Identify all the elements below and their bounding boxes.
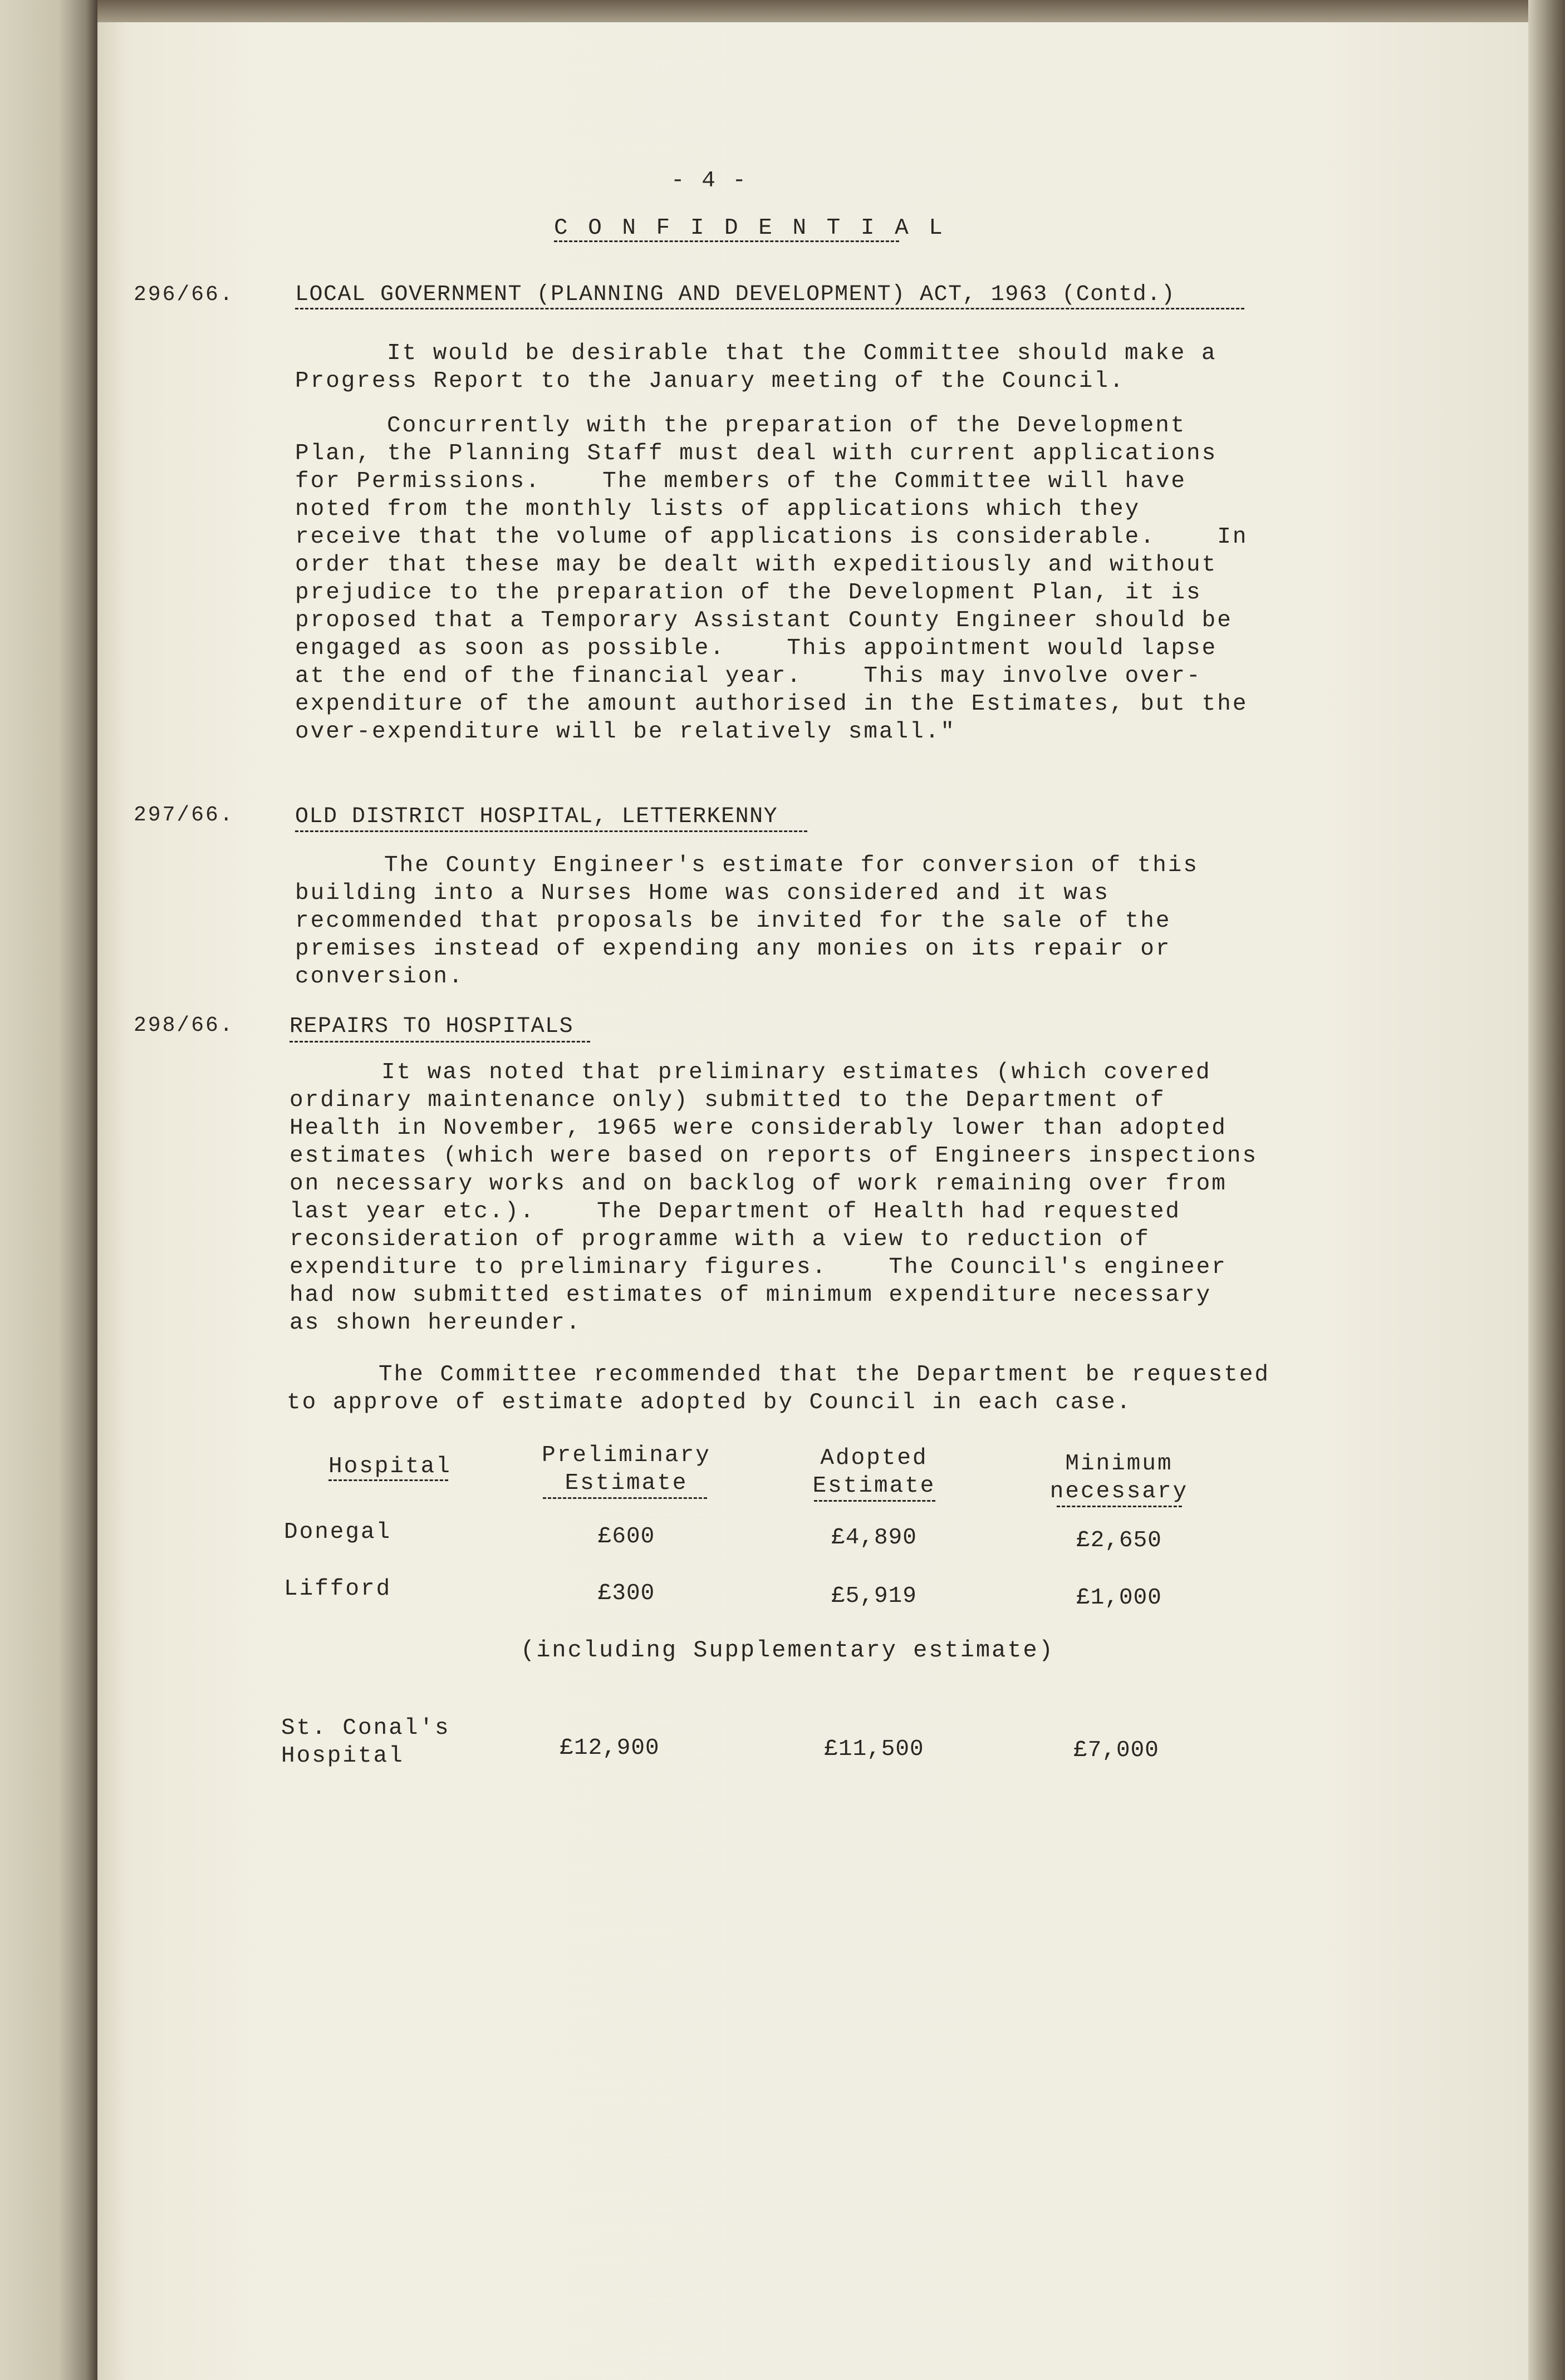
column-header-hospital: Hospital bbox=[328, 1454, 452, 1479]
text-line: It was noted that preliminary estimates (which covered bbox=[381, 1060, 1211, 1085]
text-line: expenditure of the amount authorised in the Estimates, but the bbox=[295, 691, 1248, 717]
section-number-298: 298/66. bbox=[134, 1014, 234, 1037]
text-line: recommended that proposals be invited for the sale of the bbox=[295, 908, 1171, 934]
page-right-edge bbox=[1528, 0, 1565, 2380]
text-line: engaged as soon as possible. This appointment would lapse bbox=[295, 636, 1218, 661]
cell-preliminary: £600 bbox=[597, 1524, 655, 1550]
text-line: Plan, the Planning Staff must deal with current applications bbox=[295, 441, 1218, 466]
text-line: expenditure to preliminary figures. The Council's engineer bbox=[290, 1255, 1227, 1280]
text-line: to approve of estimate adopted by Council in each case. bbox=[287, 1390, 1132, 1415]
text-line: Health in November, 1965 were considerably lower than adopted bbox=[290, 1115, 1227, 1141]
text-line: had now submitted estimates of minimum expenditure necessary bbox=[290, 1282, 1212, 1308]
column-header-preliminary-underline bbox=[543, 1497, 707, 1499]
cell-preliminary: £300 bbox=[597, 1581, 655, 1606]
column-header-adopted-line-1: Adopted bbox=[820, 1445, 928, 1471]
column-header-minimum-line-1: Minimum bbox=[1065, 1451, 1173, 1477]
text-line: as shown hereunder. bbox=[290, 1310, 582, 1336]
cell-hospital-line-1: St. Conal's bbox=[281, 1715, 450, 1741]
text-line: last year etc.). The Department of Health had requested bbox=[290, 1199, 1181, 1225]
text-line: receive that the volume of applications is considerable. In bbox=[295, 524, 1248, 550]
text-line: prejudice to the preparation of the Development Plan, it is bbox=[295, 580, 1202, 606]
section-heading-296-underline bbox=[295, 308, 1244, 309]
cell-minimum: £7,000 bbox=[1073, 1738, 1159, 1763]
cell-hospital: Lifford bbox=[284, 1576, 392, 1602]
text-line: conversion. bbox=[295, 964, 464, 990]
text-line: building into a Nurses Home was considered and it was bbox=[295, 881, 1110, 906]
section-number-296: 296/66. bbox=[134, 283, 234, 307]
cell-adopted: £11,500 bbox=[824, 1737, 924, 1762]
text-line: Progress Report to the January meeting of the Council. bbox=[295, 368, 1125, 394]
text-line: The Committee recommended that the Department be requested bbox=[379, 1362, 1270, 1388]
text-line: on necessary works and on backlog of work remaining over from bbox=[290, 1171, 1227, 1197]
text-line: proposed that a Temporary Assistant County Engineer should be bbox=[295, 608, 1233, 633]
section-number-297: 297/66. bbox=[134, 803, 234, 827]
column-header-preliminary-line-2: Estimate bbox=[565, 1471, 688, 1496]
binding-gutter bbox=[0, 0, 97, 2380]
text-line: order that these may be dealt with expeditiously and without bbox=[295, 552, 1218, 578]
text-line: reconsideration of programme with a view to reduction of bbox=[290, 1227, 1150, 1252]
section-heading-298: REPAIRS TO HOSPITALS bbox=[290, 1014, 574, 1039]
section-heading-297-underline bbox=[295, 830, 807, 832]
section-heading-296: LOCAL GOVERNMENT (PLANNING AND DEVELOPMENT) ACT, 1963 (Contd.) bbox=[295, 282, 1176, 307]
text-line: The County Engineer's estimate for conversion of this bbox=[384, 853, 1199, 878]
cell-minimum: £1,000 bbox=[1076, 1585, 1162, 1611]
column-header-minimum-line-2: necessary bbox=[1049, 1479, 1189, 1504]
cell-hospital: Donegal bbox=[284, 1520, 392, 1545]
cell-hospital-line-2: Hospital bbox=[281, 1743, 404, 1769]
column-header-preliminary-line-1: Preliminary bbox=[542, 1443, 711, 1468]
text-line: It would be desirable that the Committee should make a bbox=[387, 341, 1217, 366]
text-line: over-expenditure will be relatively small." bbox=[295, 719, 956, 745]
binding-top-edge bbox=[0, 0, 1565, 22]
text-line: ordinary maintenance only) submitted to the Department of bbox=[290, 1088, 1166, 1113]
confidential-underline bbox=[554, 240, 899, 242]
section-heading-297: OLD DISTRICT HOSPITAL, LETTERKENNY bbox=[295, 804, 778, 829]
table-note: (including Supplementary estimate) bbox=[521, 1637, 1054, 1664]
column-header-adopted-underline bbox=[814, 1500, 935, 1502]
page-number: - 4 - bbox=[671, 168, 748, 194]
column-header-hospital-underline bbox=[328, 1479, 448, 1481]
text-line: Concurrently with the preparation of the Development bbox=[387, 413, 1186, 439]
text-line: estimates (which were based on reports of Engineers inspections bbox=[290, 1143, 1258, 1169]
cell-preliminary: £12,900 bbox=[560, 1735, 660, 1761]
text-line: for Permissions. The members of the Committee will have bbox=[295, 469, 1187, 494]
text-line: premises instead of expending any monies on its repair or bbox=[295, 936, 1171, 962]
column-header-adopted-line-2: Estimate bbox=[812, 1473, 936, 1499]
column-header-minimum-underline bbox=[1057, 1506, 1182, 1507]
section-heading-298-underline bbox=[290, 1041, 590, 1043]
cell-minimum: £2,650 bbox=[1076, 1528, 1162, 1553]
cell-adopted: £5,919 bbox=[831, 1584, 917, 1609]
cell-adopted: £4,890 bbox=[831, 1525, 917, 1551]
confidential-heading: C O N F I D E N T I A L bbox=[554, 215, 946, 241]
text-line: noted from the monthly lists of applications which they bbox=[295, 496, 1141, 522]
text-line: at the end of the financial year. This may involve over- bbox=[295, 663, 1202, 689]
